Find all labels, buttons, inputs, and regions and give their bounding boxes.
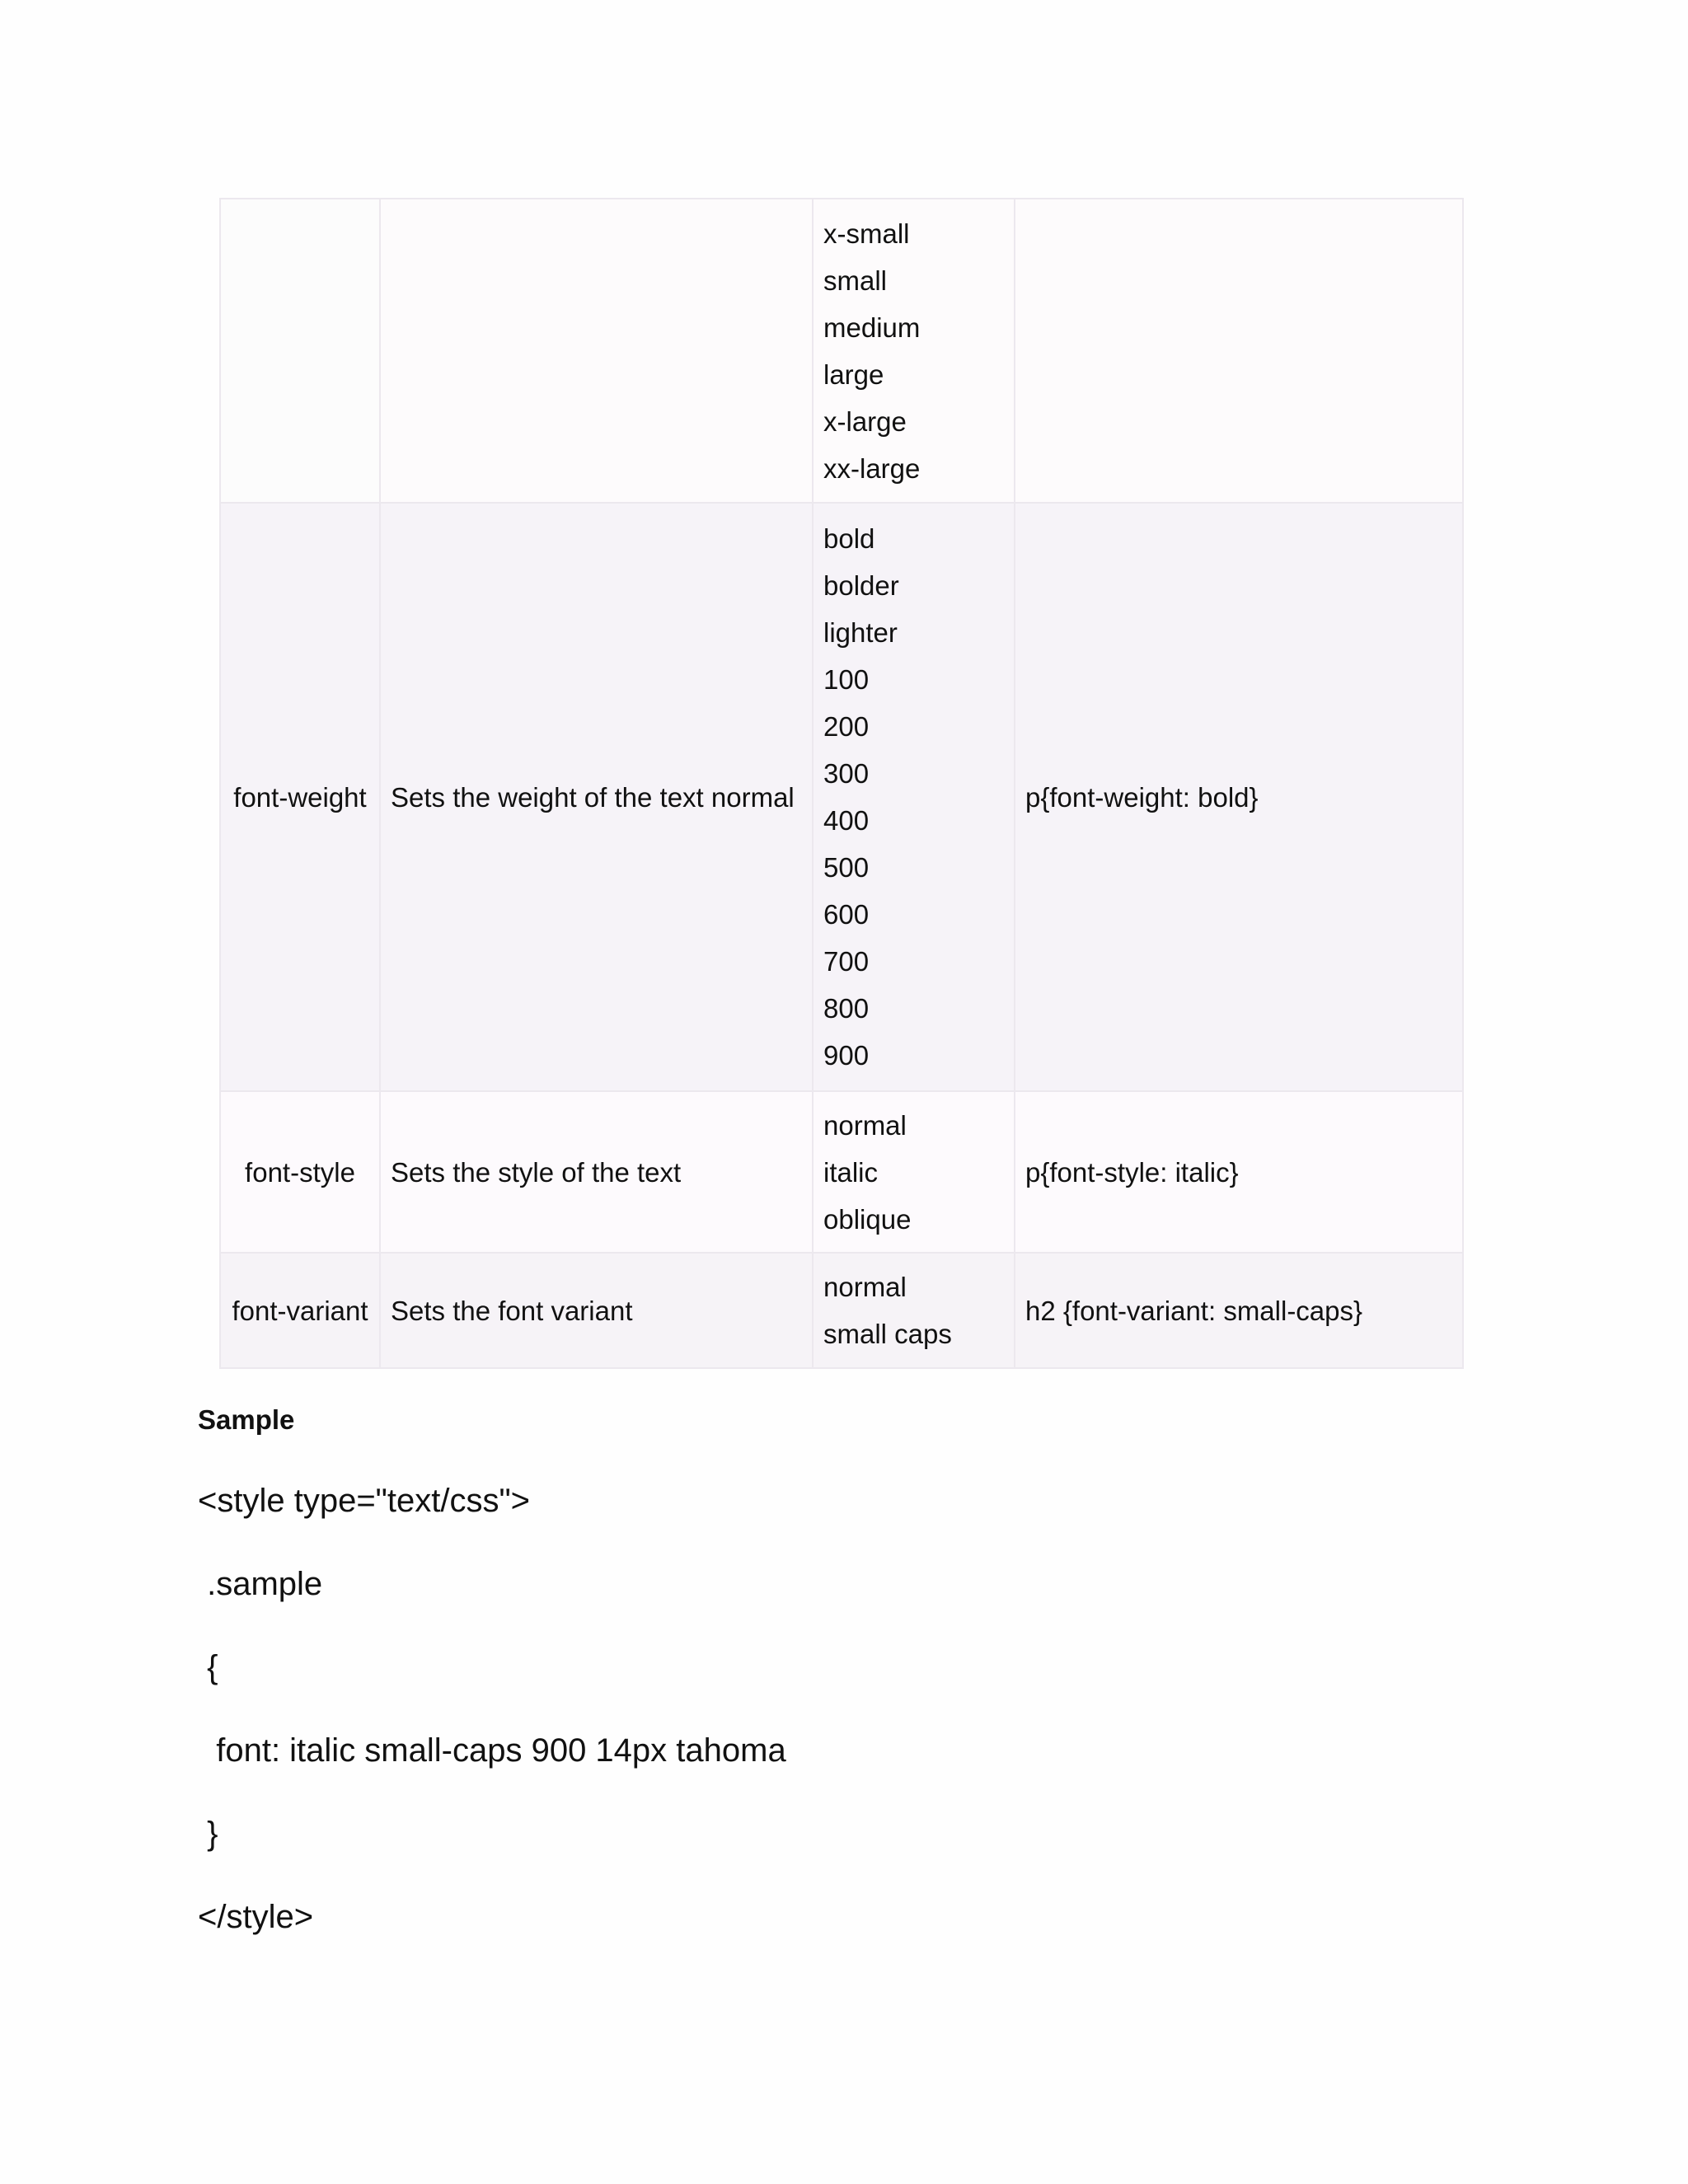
description-cell: Sets the weight of the text normal: [380, 503, 813, 1091]
table-row: [220, 1253, 1463, 1368]
value-item: bolder: [823, 570, 899, 601]
value-item: normal: [823, 1272, 907, 1302]
value-item: 400: [823, 805, 870, 836]
value-item: 600: [823, 899, 870, 930]
example-cell: h2 {font-variant: small-caps}: [1015, 1253, 1463, 1368]
sample-heading: Sample: [198, 1404, 295, 1435]
value-item: bold: [823, 523, 875, 554]
example-cell: [1015, 199, 1463, 503]
property-name-cell: font-weight: [220, 503, 380, 1091]
description-cell: Sets the font variant: [380, 1253, 813, 1368]
example-cell: p{font-weight: bold}: [1015, 503, 1463, 1091]
value-item: x-large: [823, 405, 907, 437]
value-item: 700: [823, 946, 870, 977]
example-cell: p{font-style: italic}: [1015, 1091, 1463, 1253]
code-line-brace-close: }: [198, 1816, 218, 1852]
table-row: [220, 199, 1463, 503]
description-cell: [380, 199, 813, 503]
value-item: normal: [823, 1109, 907, 1141]
property-name-cell: font-style: [220, 1091, 380, 1253]
value-item: 100: [823, 664, 870, 695]
css-font-properties-table: [219, 198, 1464, 1369]
value-item: medium: [823, 312, 921, 343]
value-item: x-small: [823, 218, 910, 249]
values-cell: [813, 1091, 1015, 1253]
code-line-brace-open: {: [198, 1649, 218, 1685]
code-line-style-close: </style>: [198, 1899, 314, 1935]
value-item: 300: [823, 758, 870, 789]
table-row: [220, 503, 1463, 1091]
value-item: large: [823, 359, 884, 390]
values-cell: [813, 199, 1015, 503]
value-item: small: [823, 265, 888, 296]
code-line-selector: .sample: [198, 1566, 323, 1602]
value-item: 900: [823, 1040, 870, 1071]
code-line-font-declaration: font: italic small-caps 900 14px tahoma: [198, 1732, 786, 1769]
property-name-cell: [220, 199, 380, 503]
values-cell: [813, 503, 1015, 1091]
property-name-cell: font-variant: [220, 1253, 380, 1368]
value-item: italic: [823, 1156, 879, 1188]
value-item: small caps: [823, 1319, 952, 1349]
value-item: 500: [823, 852, 870, 883]
description-cell: Sets the style of the text: [380, 1091, 813, 1253]
values-cell: [813, 1253, 1015, 1368]
value-item: oblique: [823, 1203, 912, 1235]
value-item: 800: [823, 993, 870, 1024]
value-item: lighter: [823, 617, 898, 648]
value-item: xx-large: [823, 452, 921, 484]
value-item: 200: [823, 711, 870, 742]
table-row: [220, 1091, 1463, 1253]
code-line-style-open: <style type="text/css">: [198, 1483, 531, 1519]
